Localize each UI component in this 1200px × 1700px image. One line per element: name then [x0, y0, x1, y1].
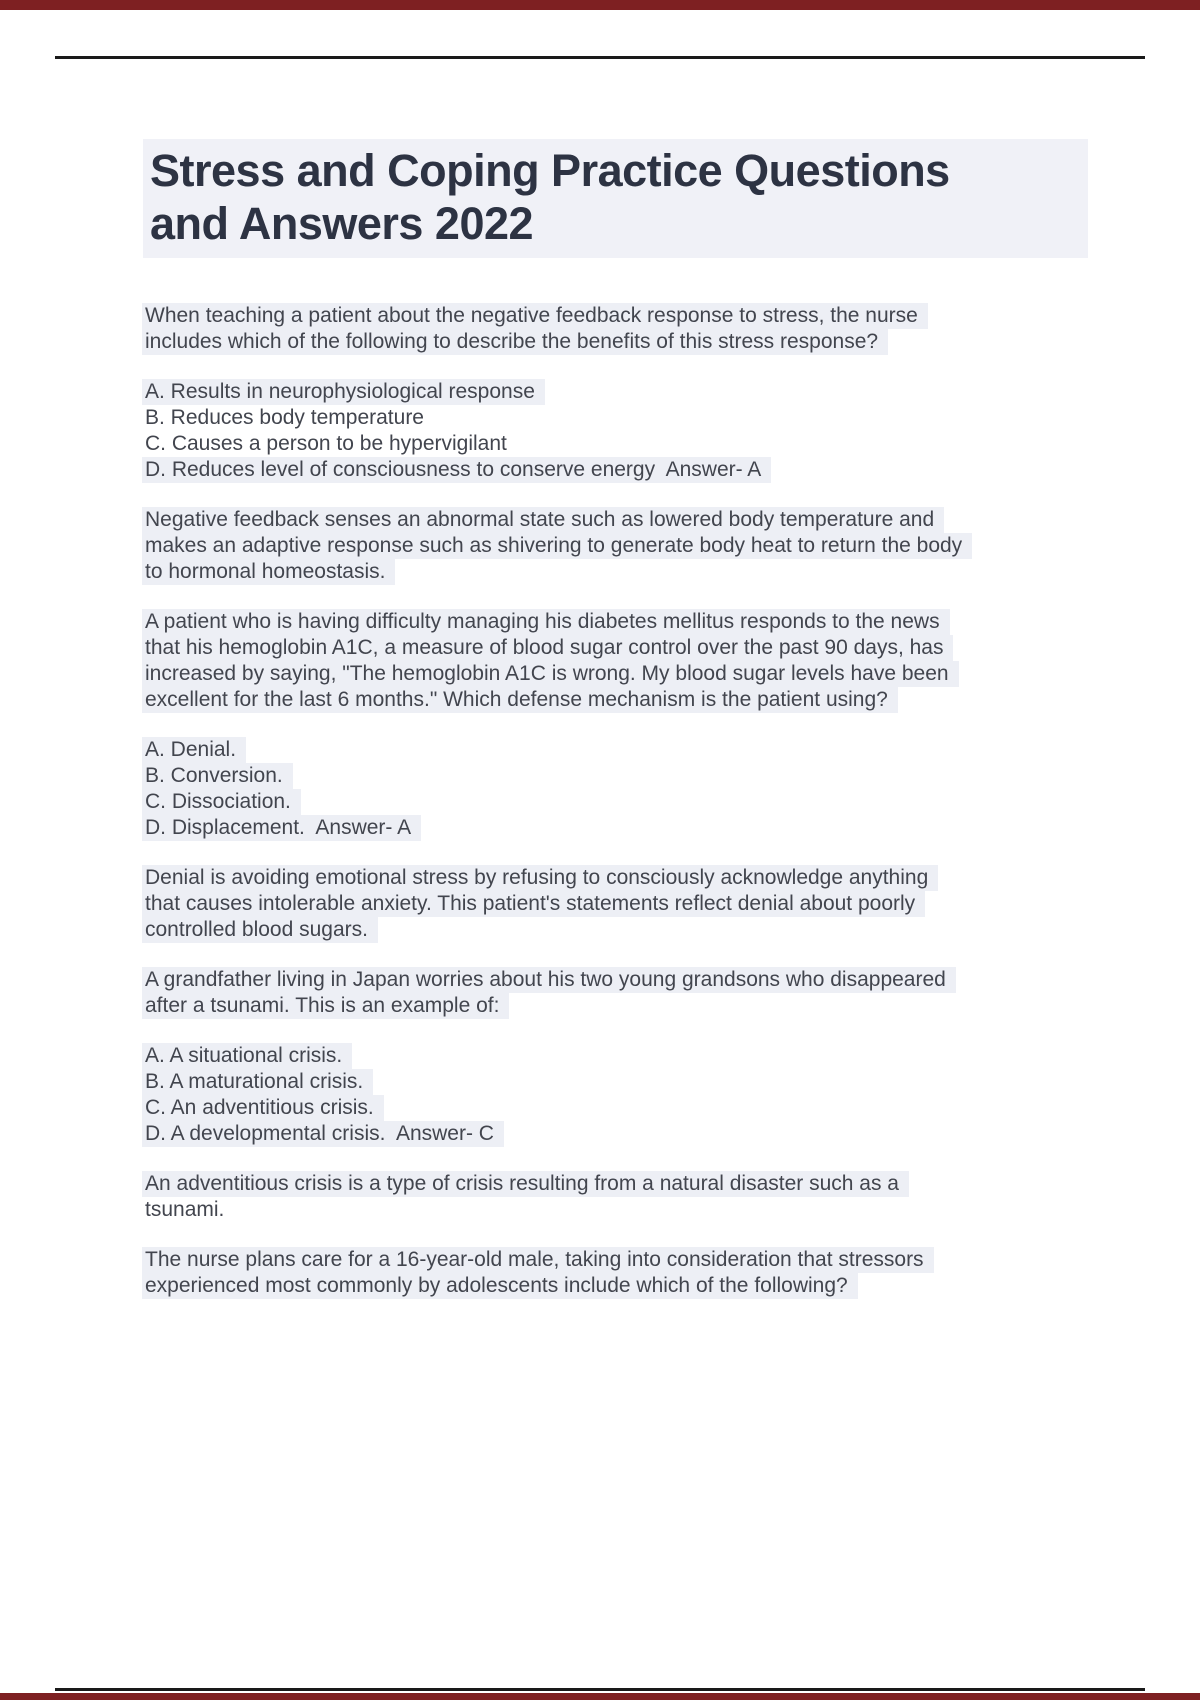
text-line: [145, 1069, 1085, 1095]
text-line: [145, 967, 1085, 993]
highlighted-text: C. An adventitious crisis.: [142, 1095, 384, 1121]
text-line: [145, 1273, 1085, 1299]
page-edge-bar-top: [0, 0, 1200, 10]
highlighted-text: that his hemoglobin A1C, a measure of blood sugar control over the past 90 days, has: [142, 635, 953, 661]
text-line: [145, 457, 1085, 483]
highlighted-text: experienced most commonly by adolescents include which of the following?: [142, 1273, 858, 1299]
paragraph: [145, 1043, 1085, 1147]
highlighted-text: When teaching a patient about the negative feedback response to stress, the nurse: [142, 303, 928, 329]
highlighted-text: Negative feedback senses an abnormal state such as lowered body temperature and: [142, 507, 944, 533]
paragraph: [145, 1247, 1085, 1299]
highlighted-text: includes which of the following to describe the benefits of this stress response?: [142, 329, 888, 355]
text-line: [145, 329, 1085, 355]
text-line: [145, 687, 1085, 713]
highlighted-text: excellent for the last 6 months." Which defense mechanism is the patient using?: [142, 687, 898, 713]
paragraph: [145, 609, 1085, 713]
highlighted-text: B. A maturational crisis.: [142, 1069, 373, 1095]
text-line: [145, 303, 1085, 329]
text-line: [145, 661, 1085, 687]
text-line: [145, 559, 1085, 585]
title-line-1: Stress and Coping Practice Questions: [150, 145, 950, 196]
page-title: [143, 139, 1088, 258]
highlighted-text: increased by saying, "The hemoglobin A1C is wrong. My blood sugar levels have been: [142, 661, 959, 687]
highlighted-text: A. Results in neurophysiological response: [142, 379, 545, 405]
text-line: [145, 815, 1085, 841]
text-line: [145, 507, 1085, 533]
text-line: [145, 1247, 1085, 1273]
highlighted-text: B. Conversion.: [142, 763, 293, 789]
paragraph: [145, 507, 1085, 585]
text-line: [145, 891, 1085, 917]
text-line: [145, 737, 1085, 763]
highlighted-text: D. Displacement. Answer- A: [142, 815, 421, 841]
document-body: [145, 303, 1085, 1323]
highlighted-text: Denial is avoiding emotional stress by refusing to consciously acknowledge anything: [142, 865, 938, 891]
highlighted-text: The nurse plans care for a 16-year-old male, taking into consideration that stressors: [142, 1247, 934, 1273]
text-line: [145, 1043, 1085, 1069]
highlighted-text: C. Dissociation.: [142, 789, 301, 815]
text-line: [145, 609, 1085, 635]
text-line: [145, 865, 1085, 891]
title-line-2: and Answers 2022: [150, 198, 534, 249]
highlighted-text: that causes intolerable anxiety. This patient's statements reflect denial about poorly: [142, 891, 925, 917]
paragraph: [145, 737, 1085, 841]
paragraph: [145, 379, 1085, 483]
highlighted-text: D. A developmental crisis. Answer- C: [142, 1121, 504, 1147]
highlighted-text: A. Denial.: [142, 737, 246, 763]
text-line: [145, 405, 1085, 431]
paragraph: [145, 865, 1085, 943]
paragraph: [145, 967, 1085, 1019]
text-line: [145, 1171, 1085, 1197]
highlighted-text: A. A situational crisis.: [142, 1043, 352, 1069]
plain-text: B. Reduces body temperature: [145, 406, 424, 429]
page-edge-bar-bottom: [0, 1693, 1200, 1700]
text-line: [145, 789, 1085, 815]
text-line: [145, 379, 1085, 405]
text-line: [145, 1095, 1085, 1121]
plain-text: tsunami.: [145, 1198, 225, 1221]
text-line: [145, 1121, 1085, 1147]
highlighted-text: An adventitious crisis is a type of crisis resulting from a natural disaster such as a: [142, 1171, 909, 1197]
paragraph: [145, 1171, 1085, 1223]
highlighted-text: A grandfather living in Japan worries about his two young grandsons who disappeared: [142, 967, 956, 993]
top-rule: [55, 56, 1145, 59]
text-line: [145, 917, 1085, 943]
paragraph: [145, 303, 1085, 355]
highlighted-text: after a tsunami. This is an example of:: [142, 993, 509, 1019]
highlighted-text: controlled blood sugars.: [142, 917, 378, 943]
text-line: [145, 431, 1085, 457]
highlighted-text: makes an adaptive response such as shivering to generate body heat to return the body: [142, 533, 972, 559]
highlighted-text: to hormonal homeostasis.: [142, 559, 395, 585]
text-line: [145, 763, 1085, 789]
text-line: [145, 1197, 1085, 1223]
plain-text: C. Causes a person to be hypervigilant: [145, 432, 507, 455]
text-line: [145, 533, 1085, 559]
text-line: [145, 635, 1085, 661]
text-line: [145, 993, 1085, 1019]
highlighted-text: D. Reduces level of consciousness to conserve energy Answer- A: [142, 457, 771, 483]
highlighted-text: A patient who is having difficulty managing his diabetes mellitus responds to the news: [142, 609, 950, 635]
bottom-rule: [55, 1688, 1145, 1691]
